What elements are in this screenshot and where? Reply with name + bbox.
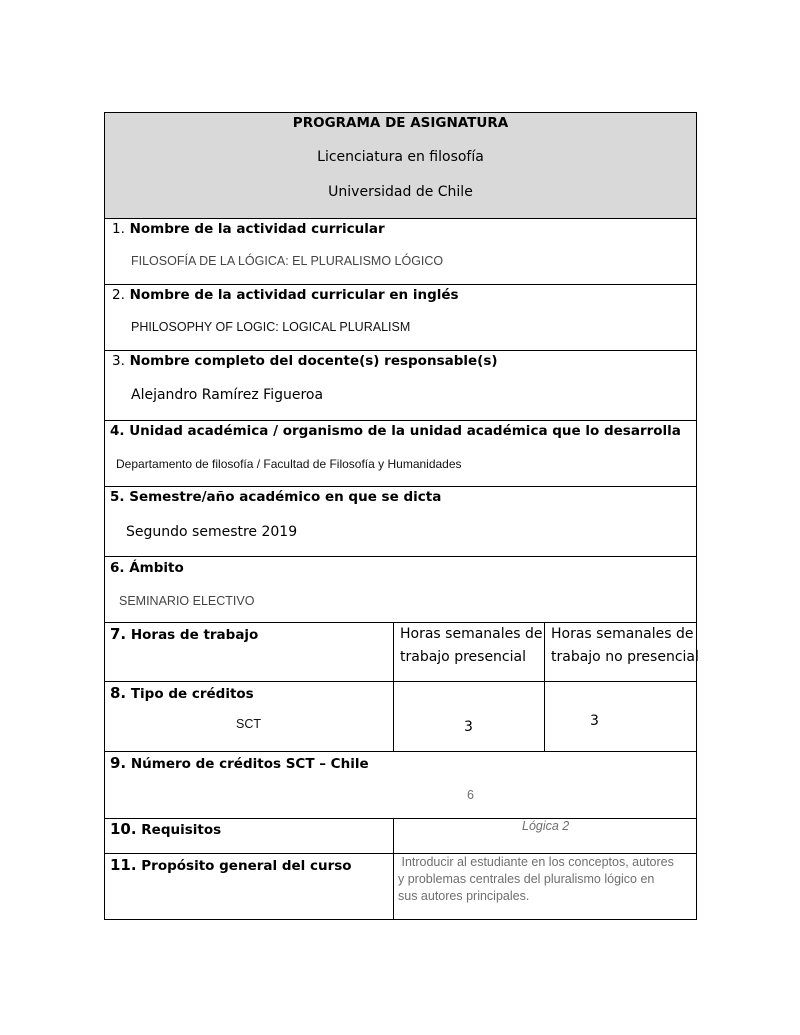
row11-line3: sus autores principales. — [398, 889, 530, 903]
page-title: PROGRAMA DE ASIGNATURA — [292, 115, 509, 131]
divider-header — [104, 218, 697, 219]
row2-title: Nombre de la actividad curricular en inglés — [129, 287, 459, 303]
row1-title: Nombre de la actividad curricular — [129, 221, 385, 237]
divider-6 — [104, 622, 697, 623]
row1-label — [112, 221, 385, 237]
row5-label: 5. Semestre/año académico en que se dicta — [110, 489, 442, 505]
left-border — [104, 112, 105, 920]
row9-value: 6 — [467, 788, 474, 802]
row7-col3-line2: trabajo no presencial — [551, 649, 699, 665]
divider-2 — [104, 350, 697, 351]
row3-number: 3. — [112, 353, 125, 369]
divider-1 — [104, 284, 697, 285]
row3-title: Nombre completo del docente(s) responsable(s) — [129, 353, 498, 369]
row10-value: Lógica 2 — [522, 819, 570, 833]
row2-value: PHILOSOPHY OF LOGIC: LOGICAL PLURALISM — [131, 320, 411, 334]
row7-col3-line1: Horas semanales de — [551, 626, 694, 642]
col-line-a-r7r8 — [393, 622, 394, 751]
divider-10 — [104, 853, 697, 854]
col-line-r10r11 — [393, 818, 394, 919]
row6-label: 6. Ámbito — [110, 560, 184, 576]
row5-value: Segundo semestre 2019 — [126, 524, 298, 540]
row4-label: 4. Unidad académica / organismo de la unidad académica que lo desarrolla — [110, 423, 681, 439]
divider-3 — [104, 420, 697, 421]
row10-label — [110, 820, 221, 838]
row7-col2-line1: Horas semanales de — [400, 626, 543, 642]
row2-number: 2. — [112, 287, 125, 303]
row7-number: 7. — [110, 625, 127, 643]
row11-label — [110, 856, 352, 874]
row10-number: 10. — [110, 820, 137, 838]
row3-label — [112, 353, 498, 369]
row6-value: SEMINARIO ELECTIVO — [119, 594, 255, 608]
row9-label — [110, 754, 369, 772]
row2-label — [112, 287, 459, 303]
row11-title: Propósito general del curso — [141, 858, 352, 874]
divider-4 — [104, 486, 697, 487]
row11-number: 11. — [110, 856, 137, 874]
col-line-b-r7r8 — [544, 622, 545, 751]
row9-title: Número de créditos SCT – Chile — [130, 756, 369, 772]
row1-number: 1. — [112, 221, 125, 237]
divider-7 — [104, 681, 697, 682]
row11-line2: y problemas centrales del pluralismo lógico en — [398, 872, 655, 886]
right-border — [696, 112, 697, 920]
row8-presencial: 3 — [464, 719, 473, 735]
row8-title: Tipo de créditos — [130, 686, 254, 702]
row8-label — [110, 684, 254, 702]
divider-9 — [104, 818, 697, 819]
bottom-border — [104, 919, 697, 920]
row10-title: Requisitos — [141, 822, 222, 838]
row11-line1: Introducir al estudiante en los conceptos, autores — [398, 855, 674, 869]
row8-number: 8. — [110, 684, 127, 702]
row7-col2-line2: trabajo presencial — [400, 649, 526, 665]
university-name: Universidad de Chile — [328, 184, 473, 200]
row1-value: FILOSOFÍA DE LA LÓGICA: EL PLURALISMO LÓGICO — [131, 254, 444, 268]
row7-title: Horas de trabajo — [130, 627, 259, 643]
program-name: Licenciatura en filosofía — [317, 149, 484, 165]
top-border — [104, 112, 697, 113]
row3-value: Alejandro Ramírez Figueroa — [131, 387, 324, 403]
divider-5 — [104, 556, 697, 557]
row8-no-presencial: 3 — [590, 713, 599, 729]
row7-label — [110, 625, 258, 643]
row4-value: Departamento de filosofía / Facultad de Filosofía y Humanidades — [116, 457, 462, 471]
row8-value: SCT — [236, 717, 261, 731]
divider-8 — [104, 751, 697, 752]
row9-number: 9. — [110, 754, 127, 772]
